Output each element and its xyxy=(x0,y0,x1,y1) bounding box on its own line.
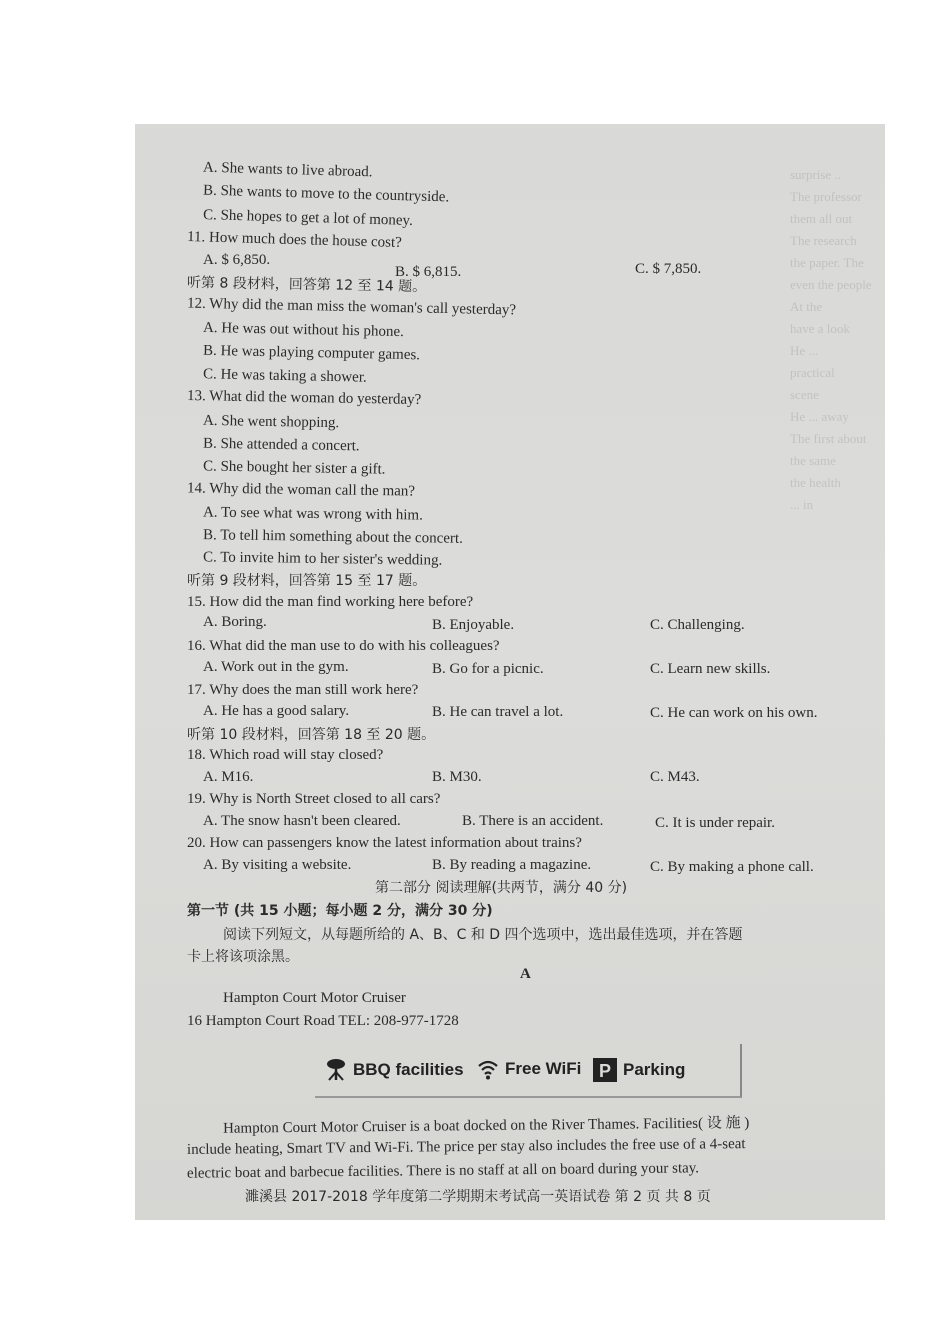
q16-option-a: A. Work out in the gym. xyxy=(203,659,349,675)
q13-option-a: A. She went shopping. xyxy=(202,412,340,432)
q19-stem: 19. Why is North Street closed to all cars? xyxy=(187,791,441,807)
q19-option-a: A. The snow hasn't been cleared. xyxy=(203,813,401,829)
q12-stem: 12. Why did the man miss the woman's call yesterday? xyxy=(186,295,517,319)
q20-option-c: C. By making a phone call. xyxy=(650,859,814,875)
q15-option-c: C. Challenging. xyxy=(650,617,745,633)
body-line-3: electric boat and barbecue facilities. There is no staff at all on board during your stay. xyxy=(186,1160,700,1182)
q18-option-b: B. M30. xyxy=(432,769,482,785)
q15-option-b: B. Enjoyable. xyxy=(432,617,515,633)
facility-bbq-label: BBQ facilities xyxy=(353,1060,464,1079)
q14-option-c: C. To invite him to her sister's wedding. xyxy=(202,549,443,569)
q17-option-c: C. He can work on his own. xyxy=(650,705,818,721)
q19-option-b: B. There is an accident. xyxy=(462,813,604,829)
reading-instruction-2: 卡上将该项涂黑。 xyxy=(187,949,299,965)
q16-stem: 16. What did the man use to do with his colleagues? xyxy=(187,638,500,654)
q17-option-a: A. He has a good salary. xyxy=(203,703,350,719)
svg-text:P: P xyxy=(598,1061,612,1081)
facility-bbq xyxy=(325,1058,464,1082)
q10-option-b: B. She wants to move to the countryside. xyxy=(202,182,450,206)
q11-option-b: B. $ 6,815. xyxy=(395,264,462,280)
q12-option-a: A. He was out without his phone. xyxy=(202,319,404,341)
q20-option-b: B. By reading a magazine. xyxy=(432,857,592,873)
passage9-intro: 听第 9 段材料，回答第 15 至 17 题。 xyxy=(187,573,427,589)
passage10-intro: 听第 10 段材料，回答第 18 至 20 题。 xyxy=(187,727,436,743)
q17-stem: 17. Why does the man still work here? xyxy=(187,682,419,698)
q13-option-b: B. She attended a concert. xyxy=(202,435,360,455)
exam-page xyxy=(135,124,885,1220)
facilities-banner xyxy=(315,1044,742,1098)
bleed-through-text: surprise .. The professor them all out The research the paper. The even the people At the have a look He ... practical scene He ... away The first about the same the health ... in xyxy=(790,167,872,512)
q18-option-a: A. M16. xyxy=(203,769,254,785)
q12-option-c: C. He was taking a shower. xyxy=(202,366,367,386)
q16-option-b: B. Go for a picnic. xyxy=(432,661,544,677)
q15-option-a: A. Boring. xyxy=(203,614,267,630)
wifi-icon xyxy=(477,1058,499,1080)
q19-option-c: C. It is under repair. xyxy=(655,815,775,831)
q15-stem: 15. How did the man find working here before? xyxy=(187,594,474,610)
q10-option-c: C. She hopes to get a lot of money. xyxy=(202,207,414,229)
ad-address: 16 Hampton Court Road TEL: 208-977-1728 xyxy=(187,1013,459,1029)
body-line-1: Hampton Court Motor Cruiser is a boat docked on the River Thames. Facilities( 设 施 ) xyxy=(222,1115,750,1137)
parking-icon xyxy=(593,1058,617,1082)
reading-part-title: 第二部分 阅读理解(共两节，满分 40 分) xyxy=(375,880,628,896)
ad-name: Hampton Court Motor Cruiser xyxy=(223,990,406,1006)
q18-stem: 18. Which road will stay closed? xyxy=(187,747,384,763)
facility-parking-label: Parking xyxy=(623,1060,686,1079)
passage8-intro: 听第 8 段材料，回答第 12 至 14 题。 xyxy=(186,274,427,296)
q13-option-c: C. She bought her sister a gift. xyxy=(202,458,386,478)
q20-stem: 20. How can passengers know the latest information about trains? xyxy=(187,835,582,851)
q14-stem: 14. Why did the woman call the man? xyxy=(186,480,416,500)
facility-parking xyxy=(593,1058,685,1082)
q14-option-a: A. To see what was wrong with him. xyxy=(202,504,424,524)
reading-section-title: 第一节 (共 15 小题；每小题 2 分，满分 30 分) xyxy=(187,903,493,919)
q11-stem: 11. How much does the house cost? xyxy=(186,229,403,251)
bbq-icon xyxy=(325,1058,347,1082)
reading-instruction-1: 阅读下列短文，从每题所给的 A、B、C 和 D 四个选项中，选出最佳选项，并在答题 xyxy=(223,927,743,943)
q16-option-c: C. Learn new skills. xyxy=(650,661,771,677)
q18-option-c: C. M43. xyxy=(650,769,700,785)
q14-option-b: B. To tell him something about the concert. xyxy=(202,527,463,547)
facility-wifi xyxy=(477,1058,581,1080)
page-footer: 濉溪县 2017-2018 学年度第二学期期末考试高一英语试卷 第 2 页 共 8 页 xyxy=(245,1189,711,1205)
body-line-2: include heating, Smart TV and Wi-Fi. The price per stay also includes the free use of a 4-seat xyxy=(186,1136,746,1158)
q11-option-a: A. $ 6,850. xyxy=(203,252,271,268)
passage-label: A xyxy=(520,966,531,982)
q10-option-a: A. She wants to live abroad. xyxy=(202,159,373,181)
q12-option-b: B. He was playing computer games. xyxy=(202,342,421,364)
q20-option-a: A. By visiting a website. xyxy=(203,857,352,873)
q13-stem: 13. What did the woman do yesterday? xyxy=(186,387,422,409)
facility-wifi-label: Free WiFi xyxy=(505,1059,582,1078)
q11-option-c: C. $ 7,850. xyxy=(635,261,702,277)
q17-option-b: B. He can travel a lot. xyxy=(432,704,564,720)
